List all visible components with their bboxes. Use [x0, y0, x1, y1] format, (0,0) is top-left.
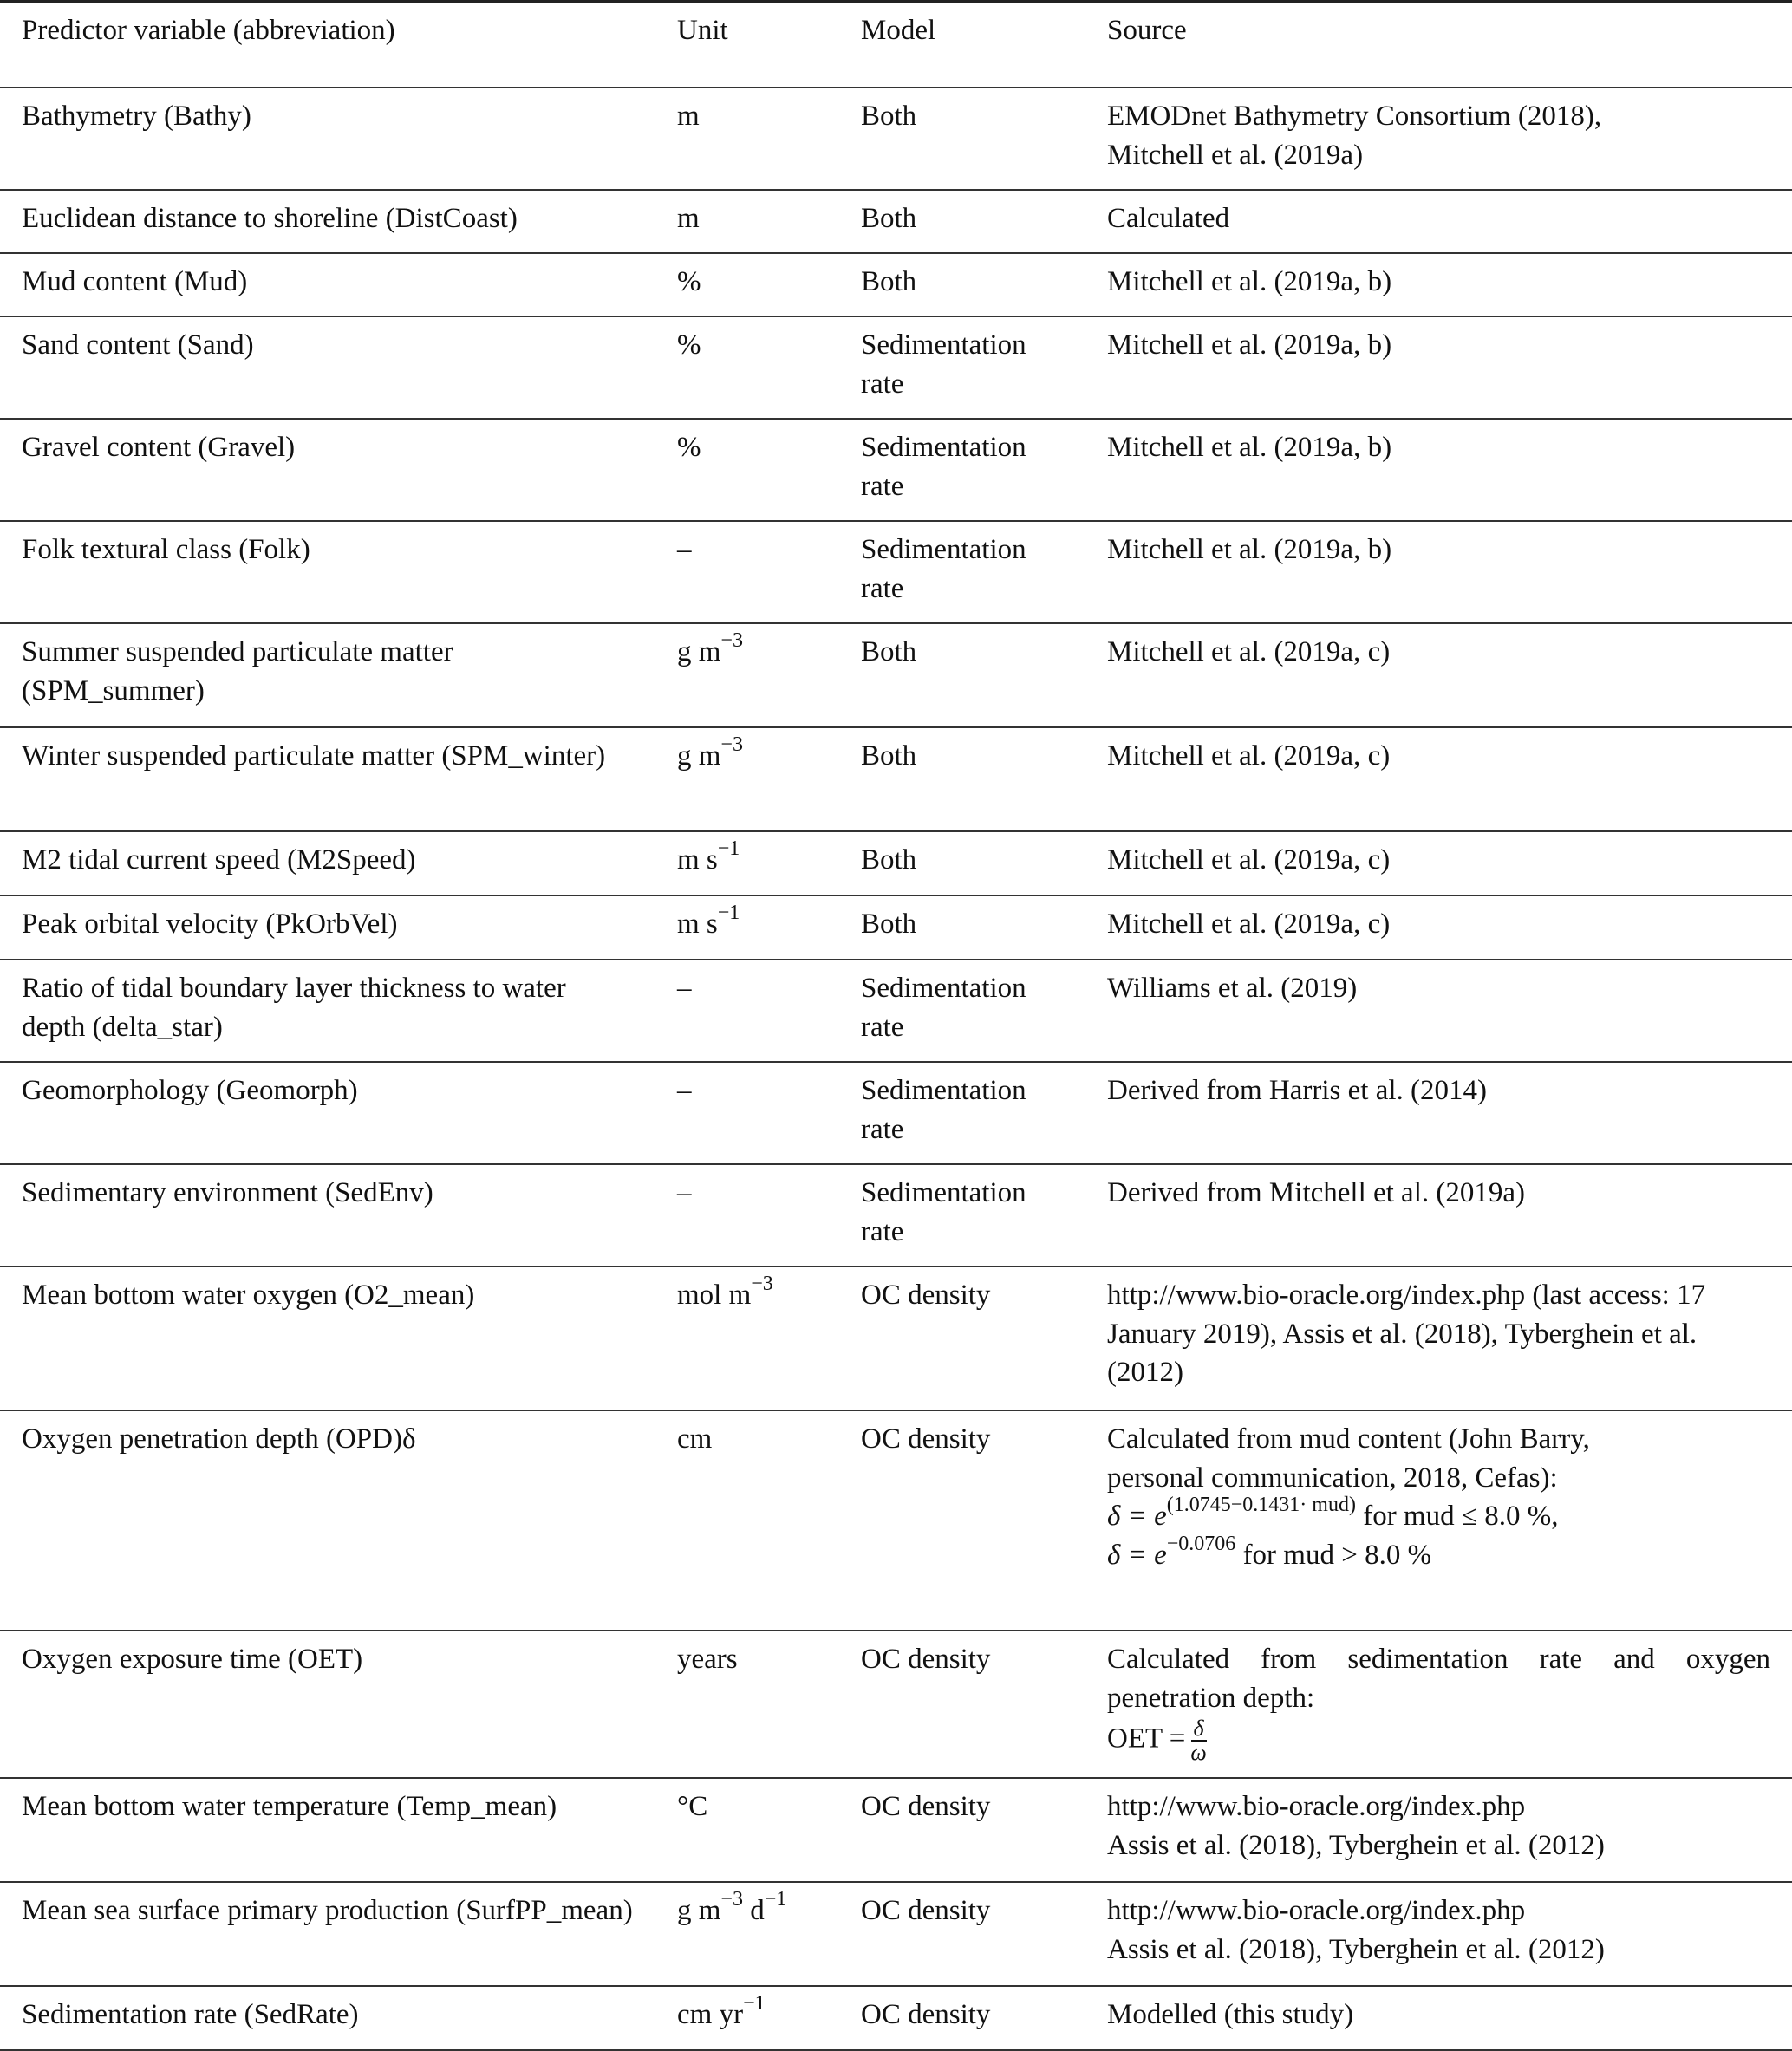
source-cell: [1085, 1164, 1792, 1266]
unit-cell: [655, 419, 839, 521]
unit-cell: [655, 895, 839, 960]
table-row: [0, 316, 1792, 419]
source-text: Derived from Mitchell et al. (2019a): [1107, 1177, 1525, 1208]
fraction-denominator: ω: [1190, 1740, 1207, 1765]
model-cell: [839, 419, 1085, 521]
source-cell: [1085, 1410, 1792, 1631]
model-label: Both: [861, 101, 917, 132]
source-cell: [1085, 190, 1792, 253]
header-unit: Unit: [655, 2, 839, 88]
table-row: [0, 88, 1792, 190]
variable-name: Oxygen penetration depth (OPD)δ: [22, 1423, 416, 1455]
variable-cell: [0, 895, 655, 960]
fraction: [1190, 1717, 1206, 1764]
variable-cell: [0, 960, 655, 1062]
variable-cell: [0, 253, 655, 316]
unit-cell: [655, 1631, 839, 1778]
variable-cell: [0, 316, 655, 419]
table-row: [0, 831, 1792, 895]
model-label: Sedimentation rate: [861, 973, 1026, 1043]
formula-lhs: OET =: [1107, 1722, 1186, 1755]
variable-name: M2 tidal current speed (M2Speed): [22, 844, 416, 876]
model-label: Sedimentation rate: [861, 329, 1026, 400]
source-citation: Assis et al. (2018), Tyberghein et al. (2012): [1107, 1933, 1605, 1965]
table-row: [0, 1062, 1792, 1164]
unit-base: m s: [677, 844, 718, 876]
variable-name: Summer suspended particulate matter (SPM_summer): [22, 636, 453, 706]
model-label: Both: [861, 203, 917, 234]
unit-cell: [655, 1986, 839, 2050]
unit-base: years: [677, 1644, 738, 1675]
variable-cell: [0, 1062, 655, 1164]
unit-cell: [655, 88, 839, 190]
variable-cell: [0, 623, 655, 727]
source-text: Mitchell et al. (2019a, b): [1107, 329, 1392, 361]
variable-name: Ratio of tidal boundary layer thickness to water depth (delta_star): [22, 973, 566, 1043]
variable-cell: [0, 1882, 655, 1986]
variable-cell: [0, 1410, 655, 1631]
unit-cell: [655, 1062, 839, 1164]
header-source: Source: [1085, 2, 1792, 88]
model-label: Sedimentation rate: [861, 534, 1026, 604]
unit-cell: [655, 623, 839, 727]
unit-base: m: [677, 203, 700, 234]
variable-name: Gravel content (Gravel): [22, 432, 296, 463]
table-row: [0, 1410, 1792, 1631]
unit-exponent: −1: [717, 902, 740, 924]
source-cell: [1085, 419, 1792, 521]
source-text: Mitchell et al. (2019a, c): [1107, 844, 1391, 876]
unit-cell: [655, 253, 839, 316]
fraction-numerator: δ: [1191, 1717, 1207, 1742]
unit-cell: [655, 1164, 839, 1266]
source-cell: [1085, 960, 1792, 1062]
unit-base: cm yr: [677, 1999, 744, 2030]
table-header-row: [0, 2, 1792, 88]
table-row: [0, 1882, 1792, 1986]
variable-name: Mean bottom water temperature (Temp_mean): [22, 1791, 557, 1822]
model-cell: [839, 1062, 1085, 1164]
table-row: [0, 190, 1792, 253]
unit-exponent: −3: [720, 733, 743, 756]
model-cell: [839, 1631, 1085, 1778]
variable-name: Peak orbital velocity (PkOrbVel): [22, 908, 398, 940]
source-link[interactable]: http://www.bio-oracle.org/index.php: [1107, 1791, 1526, 1822]
model-label: OC density: [861, 1999, 991, 2030]
variable-cell: [0, 1778, 655, 1882]
source-link-text[interactable]: http://www.bio-oracle.org/index.php (last access: 17 January 2019), Assis et al. (2018), Tyberghein et al. (2012): [1107, 1279, 1706, 1388]
unit-exponent: −1: [743, 1992, 766, 2015]
variable-cell: [0, 1631, 655, 1778]
variable-cell: [0, 1164, 655, 1266]
unit-base: g m: [677, 740, 721, 772]
unit-exponent: −3: [751, 1273, 773, 1295]
formula-opd-high-mud: [1107, 1532, 1770, 1575]
model-cell: [839, 253, 1085, 316]
unit-exponent: −1: [717, 837, 740, 860]
source-cell: [1085, 1882, 1792, 1986]
variable-cell: [0, 1986, 655, 2050]
source-text: Mitchell et al. (2019a, b): [1107, 266, 1392, 297]
source-cell: [1085, 1631, 1792, 1778]
source-text: Mitchell et al. (2019a, c): [1107, 908, 1391, 940]
model-label: OC density: [861, 1279, 991, 1311]
formula-oet: [1107, 1717, 1770, 1764]
model-cell: [839, 831, 1085, 895]
table-row: [0, 419, 1792, 521]
unit-base: m: [677, 101, 700, 132]
model-cell: [839, 521, 1085, 623]
table-row: [0, 960, 1792, 1062]
model-label: Both: [861, 908, 917, 940]
source-text: Calculated: [1107, 203, 1230, 234]
source-cell: [1085, 831, 1792, 895]
unit-base: %: [677, 266, 701, 297]
variable-cell: [0, 521, 655, 623]
model-label: Sedimentation rate: [861, 432, 1026, 502]
model-label: Both: [861, 740, 917, 772]
model-label: Sedimentation rate: [861, 1075, 1026, 1145]
model-label: Both: [861, 266, 917, 297]
variable-name: Sedimentary environment (SedEnv): [22, 1177, 433, 1208]
unit-base: –: [677, 534, 692, 565]
formula-base: δ = e: [1107, 1501, 1167, 1532]
source-cell: [1085, 1266, 1792, 1410]
model-cell: [839, 727, 1085, 831]
model-cell: [839, 895, 1085, 960]
variable-cell: [0, 727, 655, 831]
source-cell: [1085, 1778, 1792, 1882]
source-cell: [1085, 623, 1792, 727]
variable-name: Winter suspended particulate matter (SPM_winter): [22, 740, 606, 772]
table-row: [0, 727, 1792, 831]
model-cell: [839, 1986, 1085, 2050]
unit-base: cm: [677, 1423, 713, 1455]
variable-cell: [0, 88, 655, 190]
unit-cell: [655, 831, 839, 895]
header-model: Model: [839, 2, 1085, 88]
unit-cell: [655, 190, 839, 253]
source-text: Calculated from mud content (John Barry, personal communication, 2018, Cefas):: [1107, 1423, 1590, 1494]
source-cell: [1085, 727, 1792, 831]
variable-name: Euclidean distance to shoreline (DistCoast): [22, 203, 518, 234]
formula-base: δ = e: [1107, 1539, 1167, 1571]
formula-condition: for mud > 8.0 %: [1235, 1539, 1432, 1571]
variable-cell: [0, 1266, 655, 1410]
model-cell: [839, 316, 1085, 419]
source-text: Williams et al. (2019): [1107, 973, 1358, 1004]
source-text: Derived from Harris et al. (2014): [1107, 1075, 1488, 1106]
source-text: Mitchell et al. (2019a, b): [1107, 432, 1392, 463]
variable-name: Oxygen exposure time (OET): [22, 1644, 363, 1675]
variable-cell: [0, 419, 655, 521]
unit-base: %: [677, 432, 701, 463]
unit-cell: [655, 1778, 839, 1882]
unit-base: –: [677, 1075, 692, 1106]
formula-exponent: −0.0706: [1166, 1532, 1236, 1555]
model-label: Both: [861, 636, 917, 667]
table-row: [0, 1631, 1792, 1778]
unit-exponent: −3: [720, 629, 743, 652]
table-row: [0, 895, 1792, 960]
source-text: Mitchell et al. (2019a, c): [1107, 636, 1391, 667]
source-citation: Assis et al. (2018), Tyberghein et al. (2012): [1107, 1829, 1605, 1861]
source-cell: [1085, 895, 1792, 960]
unit-base: –: [677, 973, 692, 1004]
model-label: Both: [861, 844, 917, 876]
model-cell: [839, 1164, 1085, 1266]
variable-cell: [0, 190, 655, 253]
unit-base: g m: [677, 636, 721, 667]
source-cell: [1085, 88, 1792, 190]
variable-name: Folk textural class (Folk): [22, 534, 310, 565]
variable-name: Mean sea surface primary production (SurfPP_mean): [22, 1895, 633, 1926]
unit-base: –: [677, 1177, 692, 1208]
model-cell: [839, 1266, 1085, 1410]
variable-name: Sand content (Sand): [22, 329, 254, 361]
formula-condition: for mud ≤ 8.0 %,: [1355, 1501, 1559, 1532]
unit-base: g m: [677, 1895, 721, 1926]
model-cell: [839, 1410, 1085, 1631]
table-row: [0, 521, 1792, 623]
model-cell: [839, 623, 1085, 727]
table-row: [0, 1986, 1792, 2050]
unit-tail: d: [742, 1895, 765, 1926]
model-label: OC density: [861, 1644, 991, 1675]
source-text: Calculated from sedimentation rate and oxygen penetration depth:: [1107, 1644, 1770, 1714]
header-variable: Predictor variable (abbreviation): [0, 2, 655, 88]
model-cell: [839, 960, 1085, 1062]
unit-cell: [655, 521, 839, 623]
model-cell: [839, 190, 1085, 253]
unit-cell: [655, 1410, 839, 1631]
variable-name: Mean bottom water oxygen (O2_mean): [22, 1279, 475, 1311]
formula-exponent: (1.0745−0.1431· mud): [1166, 1494, 1356, 1516]
source-text: Mitchell et al. (2019a, c): [1107, 740, 1391, 772]
unit-cell: [655, 1882, 839, 1986]
unit-cell: [655, 960, 839, 1062]
table-row: [0, 253, 1792, 316]
model-label: OC density: [861, 1895, 991, 1926]
model-label: Sedimentation rate: [861, 1177, 1026, 1247]
table-row: [0, 1778, 1792, 1882]
table-row: [0, 1164, 1792, 1266]
table-row: [0, 623, 1792, 727]
model-cell: [839, 88, 1085, 190]
model-label: OC density: [861, 1791, 991, 1822]
variable-name: Geomorphology (Geomorph): [22, 1075, 358, 1106]
table-body: [0, 88, 1792, 2050]
model-cell: [839, 1778, 1085, 1882]
source-link[interactable]: http://www.bio-oracle.org/index.php: [1107, 1895, 1526, 1926]
unit-base: %: [677, 329, 701, 361]
unit-tail-exponent: −1: [764, 1888, 787, 1911]
source-cell: [1085, 521, 1792, 623]
variable-cell: [0, 831, 655, 895]
variable-name: Mud content (Mud): [22, 266, 248, 297]
model-cell: [839, 1882, 1085, 1986]
source-cell: [1085, 316, 1792, 419]
source-cell: [1085, 1062, 1792, 1164]
source-cell: [1085, 253, 1792, 316]
unit-cell: [655, 727, 839, 831]
source-text: Modelled (this study): [1107, 1999, 1354, 2030]
source-cell: [1085, 1986, 1792, 2050]
variable-name: Sedimentation rate (SedRate): [22, 1999, 359, 2030]
model-label: OC density: [861, 1423, 991, 1455]
unit-base: °C: [677, 1791, 708, 1822]
table-row: [0, 1266, 1792, 1410]
unit-cell: [655, 316, 839, 419]
unit-cell: [655, 1266, 839, 1410]
source-text: Mitchell et al. (2019a, b): [1107, 534, 1392, 565]
variable-name: Bathymetry (Bathy): [22, 101, 251, 132]
unit-base: mol m: [677, 1279, 752, 1311]
formula-opd-low-mud: [1107, 1494, 1770, 1536]
unit-exponent: −3: [720, 1888, 743, 1911]
unit-base: m s: [677, 908, 718, 940]
source-text: EMODnet Bathymetry Consortium (2018), Mitchell et al. (2019a): [1107, 101, 1602, 171]
